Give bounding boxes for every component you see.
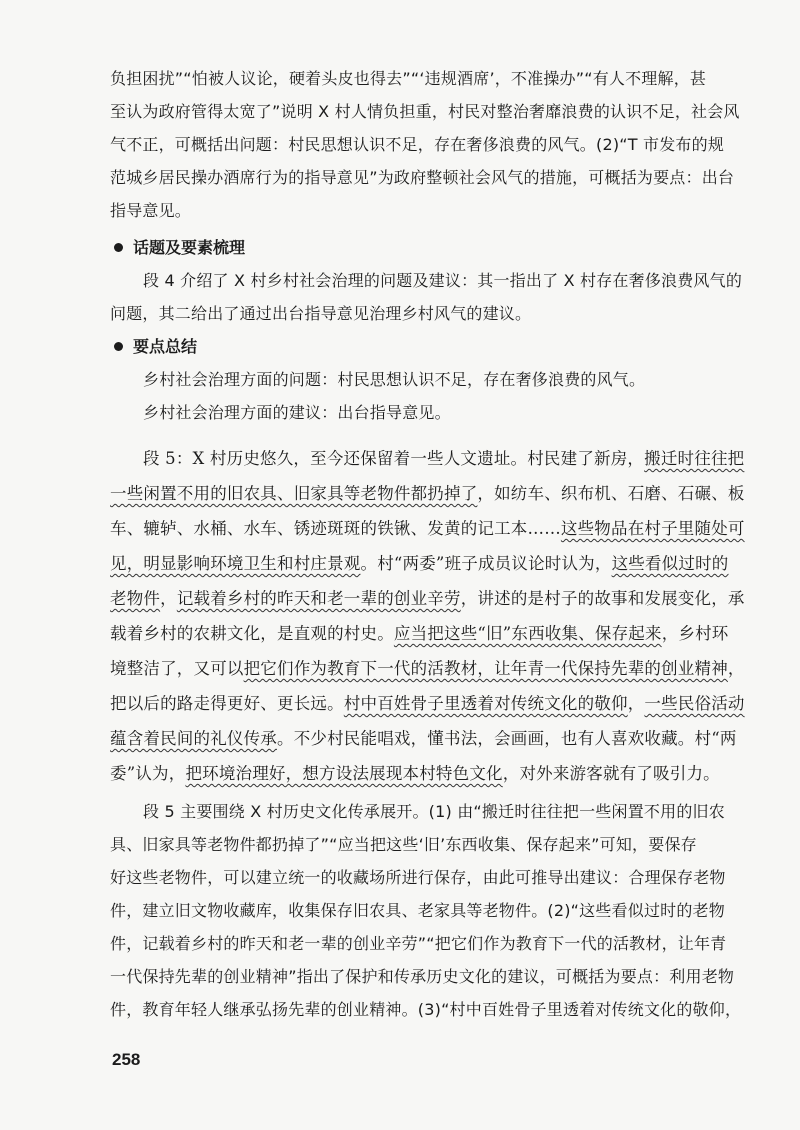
text-span: 境整洁了，又可以 bbox=[110, 659, 244, 678]
text-line: 乡村社会治理方面的问题：村民思想认识不足，存在奢侈浪费的风气。 bbox=[143, 370, 646, 389]
text-line bbox=[110, 686, 745, 721]
text-line: 乡村社会治理方面的建议：出台指导意见。 bbox=[143, 403, 451, 422]
text-span: ， bbox=[627, 694, 645, 713]
text-line: 段 5 主要围绕 X 村历史文化传承展开。(1) 由“搬迁时往往把一些闲置不用的旧农 bbox=[143, 802, 725, 821]
text-span: ， bbox=[160, 589, 177, 608]
underlined-span: 一些民俗活动 bbox=[644, 694, 745, 713]
text-line: 一代保持先辈的创业精神”指出了保护和传承历史文化的建议，可概括为要点：利用老物 bbox=[110, 967, 735, 986]
text-line bbox=[110, 441, 745, 476]
bullet-icon bbox=[114, 243, 123, 252]
text-span: ，乡村环 bbox=[661, 624, 729, 643]
text-line: 气不正，可概括出问题：村民思想认识不足，存在奢侈浪费的风气。(2)“T 市发布的规 bbox=[110, 135, 725, 154]
underlined-span: 把它们作为教育下一代的活教材，让年青一代保持先辈的创业精神 bbox=[243, 659, 728, 678]
quoted-paragraph-5 bbox=[110, 441, 745, 791]
underlined-span: 老物件 bbox=[110, 589, 161, 608]
block-4 bbox=[110, 795, 742, 1026]
underlined-span: 这些物品在村子里随处可 bbox=[560, 519, 745, 538]
heading-text: 话题及要素梳理 bbox=[133, 238, 246, 257]
text-span: 车、辘轳、水桶、水车、锈迹斑斑的铁锹、发黄的记工本…… bbox=[110, 519, 561, 538]
text-line: 件，教育年轻人继承弘扬先辈的创业精神。(3)“村中百姓骨子里透着对传统文化的敬仰， bbox=[110, 1000, 742, 1019]
text-span: 。村“两委”班子成员议论时认为， bbox=[360, 554, 612, 573]
underlined-span: 把环境治理好，想方设法展现本村特色文化 bbox=[185, 764, 503, 783]
text-line: 件，记载着乡村的昨天和老一辈的创业辛劳”“把它们作为教育下一代的活教材，让年青 bbox=[110, 934, 727, 953]
text-line: 件，建立旧文物收藏库，收集保存旧农具、老家具等老物件。(2)“这些看似过时的老物 bbox=[110, 901, 725, 920]
page-body bbox=[110, 62, 745, 1026]
text-line: 范城乡居民操办酒席行为的指导意见”为政府整顿社会风气的措施，可概括为要点：出台 bbox=[110, 168, 735, 187]
underlined-span: 搬迁时往往把 bbox=[644, 449, 745, 468]
underlined-span: 村中百姓骨子里透着对传统文化的敬仰 bbox=[343, 694, 628, 713]
text-line bbox=[110, 756, 720, 791]
block-1 bbox=[110, 62, 740, 227]
underlined-span: 这些看似过时的 bbox=[611, 554, 729, 573]
block-3 bbox=[110, 363, 700, 429]
text-line bbox=[110, 651, 745, 686]
text-span: 委”认为， bbox=[110, 764, 186, 783]
underlined-span: 记载着乡村的昨天和老一辈的创业辛劳 bbox=[176, 589, 461, 608]
text-span: 段 5：X 村历史悠久，至今还保留着一些人文遗址。村民建了新房， bbox=[143, 449, 645, 468]
text-line: 指导意见。 bbox=[110, 201, 192, 220]
heading-text: 要点总结 bbox=[133, 337, 198, 356]
section-heading bbox=[110, 330, 700, 363]
text-line bbox=[110, 546, 729, 581]
text-line: 具、旧家具等老物件都扔掉了”“应当把这些‘旧’东西收集、保存起来”可知，要保存 bbox=[110, 835, 697, 854]
text-line: 问题，其二给出了通过出台指导意见治理乡村风气的建议。 bbox=[110, 304, 532, 323]
text-span: 把以后的路走得更好、更长远。 bbox=[110, 694, 344, 713]
text-span: ， bbox=[727, 659, 745, 678]
text-line bbox=[110, 721, 737, 756]
text-span: 载着乡村的农耕文化，是直观的村史。 bbox=[110, 624, 394, 643]
text-line: 负担困扰”“怕被人议论，硬着头皮也得去”“‘违规酒席’，不准操办”“有人不理解，甚 bbox=[110, 69, 707, 88]
text-line: 至认为政府管得太宽了”说明 X 村人情负担重，村民对整治奢靡浪费的认识不足，社会风 bbox=[110, 102, 740, 121]
text-line: 段 4 介绍了 X 村乡村社会治理的问题及建议：其一指出了 X 村存在奢侈浪费风气的 bbox=[143, 271, 743, 290]
underlined-span: 蕴含着民间的礼仪传承 bbox=[110, 729, 277, 748]
text-span: 。不少村民能唱戏，懂书法，会画画，也有人喜欢收藏。村“两 bbox=[277, 729, 737, 748]
underlined-span: 见，明显影响环境卫生和村庄景观 bbox=[110, 554, 361, 573]
page-number: 258 bbox=[112, 1050, 141, 1069]
text-line bbox=[110, 581, 745, 616]
text-line: 好这些老物件，可以建立统一的收藏场所进行保存，由此可推导出建议：合理保存老物 bbox=[110, 868, 726, 887]
block-2 bbox=[110, 264, 743, 330]
bullet-icon bbox=[114, 342, 123, 351]
text-line bbox=[110, 476, 745, 511]
section-heading bbox=[110, 231, 700, 264]
text-span: ，如纺车、织布机、石磨、石碾、板 bbox=[477, 484, 745, 503]
underlined-span: 一些闲置不用的旧农具、旧家具等老物件都扔掉了 bbox=[110, 484, 478, 503]
text-span: ，对外来游客就有了吸引力。 bbox=[502, 764, 720, 783]
text-span: ，讲述的是村子的故事和发展变化，承 bbox=[460, 589, 745, 608]
underlined-span: 应当把这些“旧”东西收集、保存起来 bbox=[393, 624, 662, 643]
text-line bbox=[110, 616, 729, 651]
text-line bbox=[110, 511, 745, 546]
